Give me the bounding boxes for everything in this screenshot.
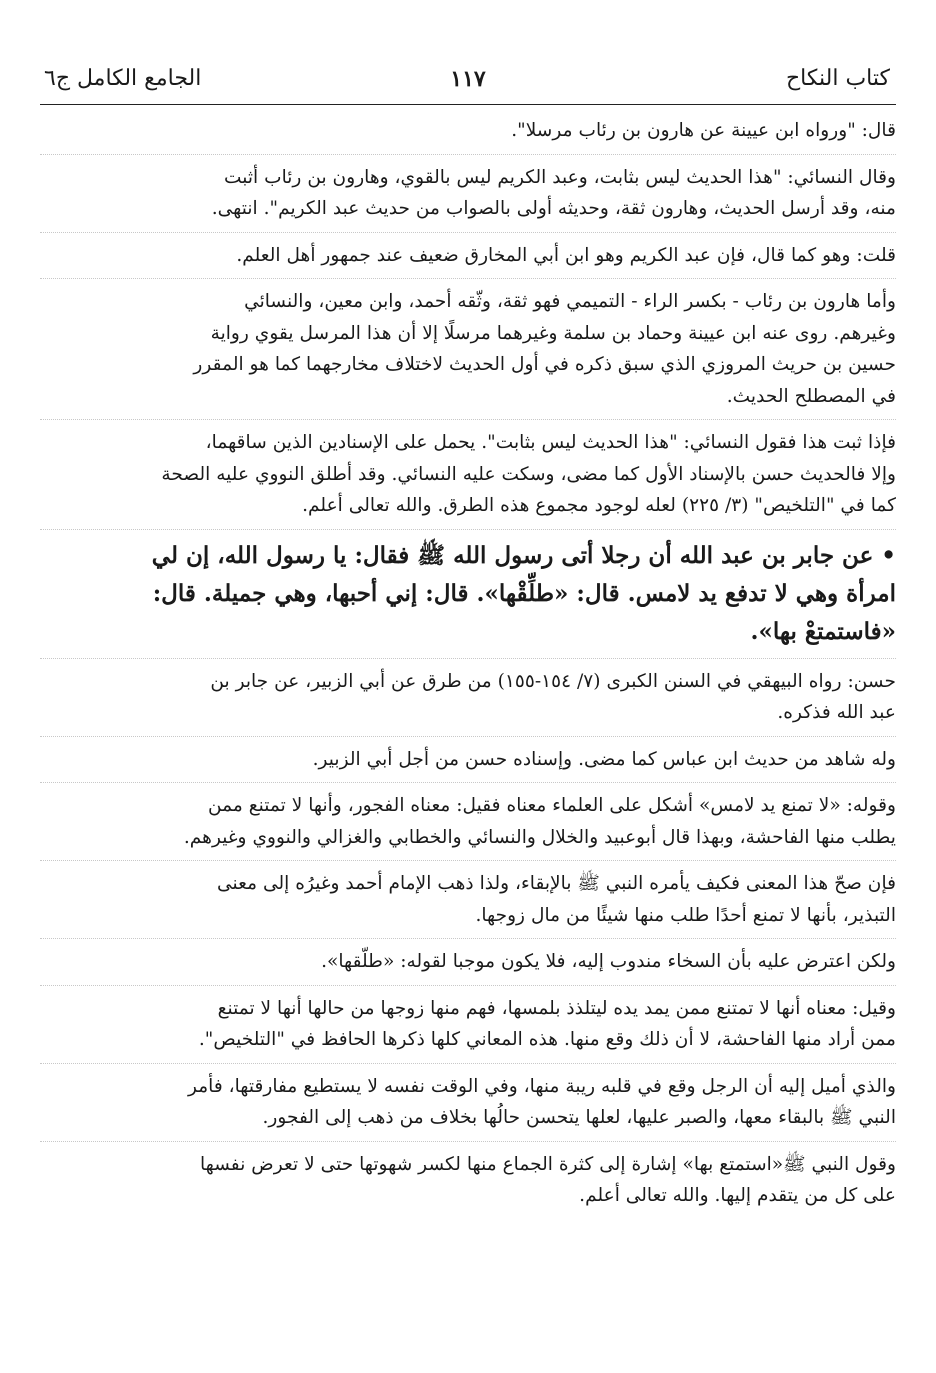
text-line: يطلب منها الفاحشة، وبهذا قال أبوعبيد والخلال والنسائي والخطابي والغزالي والنووي وغيرهم. bbox=[183, 826, 896, 848]
commentary-paragraph bbox=[40, 790, 896, 861]
commentary-paragraph bbox=[40, 868, 896, 939]
text-line: ولكن اعترض عليه بأن السخاء مندوب إليه، فلا يكون موجبا لقوله: «طلّقها». bbox=[321, 951, 896, 972]
text-line: وقيل: معناه أنها لا تمتنع ممن يمد يده ليتلذذ بلمسها، فهم منها زوجها من حالها أنها لا تمتنع bbox=[217, 997, 896, 1019]
text-line: وغيرهم. روى عنه ابن عيينة وحماد بن سلمة وغيرهما مرسلًا إلا أن هذا المرسل يقوي رواية bbox=[210, 322, 896, 344]
page-body bbox=[40, 105, 896, 1219]
commentary-paragraph bbox=[40, 1071, 896, 1142]
text-line: منه، وقد أرسل الحديث، وهارون ثقة، وحديثه أولى بالصواب من حديث عبد الكريم". انتهى. bbox=[211, 198, 896, 219]
commentary-paragraph bbox=[40, 286, 896, 420]
commentary-paragraph bbox=[40, 666, 896, 737]
book-page bbox=[40, 60, 896, 1350]
commentary-paragraph bbox=[40, 744, 896, 784]
text-line: على كل من يتقدم إليها. والله تعالى أعلم. bbox=[579, 1185, 896, 1206]
text-line: وأما هارون بن رئاب - بكسر الراء - التميمي فهو ثقة، وثّقه أحمد، وابن معين، والنسائي bbox=[244, 291, 896, 312]
text-line: فإن صحّ هذا المعنى فكيف يأمره النبي ﷺ بالإبقاء، ولذا ذهب الإمام أحمد وغيرُه إلى معنى bbox=[217, 873, 896, 894]
commentary-paragraph bbox=[40, 115, 896, 155]
commentary-paragraph bbox=[40, 427, 896, 530]
text-line: النبي ﷺ بالبقاء معها، والصبر عليها، لعلها يتحسن حالُها بخلاف من ذهب إلى الفجور. bbox=[262, 1107, 896, 1128]
commentary-paragraph bbox=[40, 1149, 896, 1219]
page-header bbox=[40, 60, 896, 105]
text-line: امرأة وهي لا تدفع يد لامس. قال: «طلِّقْها». قال: إني أحبها، وهي جميلة. قال: bbox=[152, 579, 896, 607]
text-line: وله شاهد من حديث ابن عباس كما مضى. وإسناده حسن من أجل أبي الزبير. bbox=[312, 748, 896, 770]
text-line: حسين بن حريث المروزي الذي سبق ذكره في أول الحديث لاختلاف مخارجهما كما هو المقرر bbox=[193, 354, 896, 375]
text-line: «فاستمتعْ بها». bbox=[750, 617, 896, 645]
text-line: • عن جابر بن عبد الله أن رجلا أتى رسول الله ﷺ فقال: يا رسول الله، إن لي bbox=[151, 541, 896, 569]
text-line: وقوله: «لا تمنع يد لامس» أشكل على العلماء معناه فقيل: معناه الفجور، وأنها لا تمتنع ممن bbox=[207, 795, 896, 816]
text-line: قال: "ورواه ابن عيينة عن هارون بن رئاب مرسلا". bbox=[511, 120, 896, 141]
text-line: كما في "التلخيص" (٣/ ٢٢٥) لعله لوجود مجموع هذه الطرق. والله تعالى أعلم. bbox=[302, 495, 896, 516]
commentary-paragraph bbox=[40, 946, 896, 986]
chapter-title: كتاب النكاح bbox=[785, 66, 890, 91]
text-line: وقول النبي ﷺ«استمتع بها» إشارة إلى كثرة الجماع منها لكسر شهوتها حتى لا تعرض نفسها bbox=[199, 1153, 896, 1175]
commentary-paragraph bbox=[40, 240, 896, 280]
text-line: في المصطلح الحديث. bbox=[726, 385, 896, 407]
text-line: عبد الله فذكره. bbox=[777, 702, 896, 723]
text-line: فإذا ثبت هذا فقول النسائي: "هذا الحديث ليس بثابت". يحمل على الإسنادين الذين ساقهما، bbox=[205, 432, 896, 453]
text-line: حسن: رواه البيهقي في السنن الكبرى (٧/ ١٥٤-١٥٥) من طرق عن أبي الزبير، عن جابر بن bbox=[210, 670, 896, 692]
hadith-text bbox=[40, 537, 896, 659]
text-line: والذي أميل إليه أن الرجل وقع في قلبه ريبة منها، وفي الوقت نفسه لا يستطيع مفارقتها، فأمر bbox=[187, 1075, 896, 1097]
text-line: ممن أراد منها الفاحشة، لا أن ذلك وقع منها. هذه المعاني كلها ذكرها الحافظ في "التلخيص". bbox=[198, 1029, 896, 1050]
commentary-paragraph bbox=[40, 993, 896, 1064]
text-line: وقال النسائي: "هذا الحديث ليس بثابت، وعبد الكريم ليس بالقوي، وهارون بن رئاب أثبت bbox=[223, 166, 896, 188]
text-line: وإلا فالحديث حسن بالإسناد الأول كما مضى، وسكت عليه النسائي. وقد أطلق النووي عليه الصحة bbox=[161, 463, 896, 485]
text-line: قلت: وهو كما قال، فإن عبد الكريم وهو ابن أبي المخارق ضعيف عند جمهور أهل العلم. bbox=[236, 244, 896, 266]
page-number: ١١٧ bbox=[450, 66, 486, 92]
text-line: التبذير، بأنها لا تمنع أحدًا طلب منها شيئًا من مال زوجها. bbox=[475, 904, 896, 926]
book-title: الجامع الكامل ج٦ bbox=[44, 66, 202, 91]
commentary-paragraph bbox=[40, 162, 896, 233]
